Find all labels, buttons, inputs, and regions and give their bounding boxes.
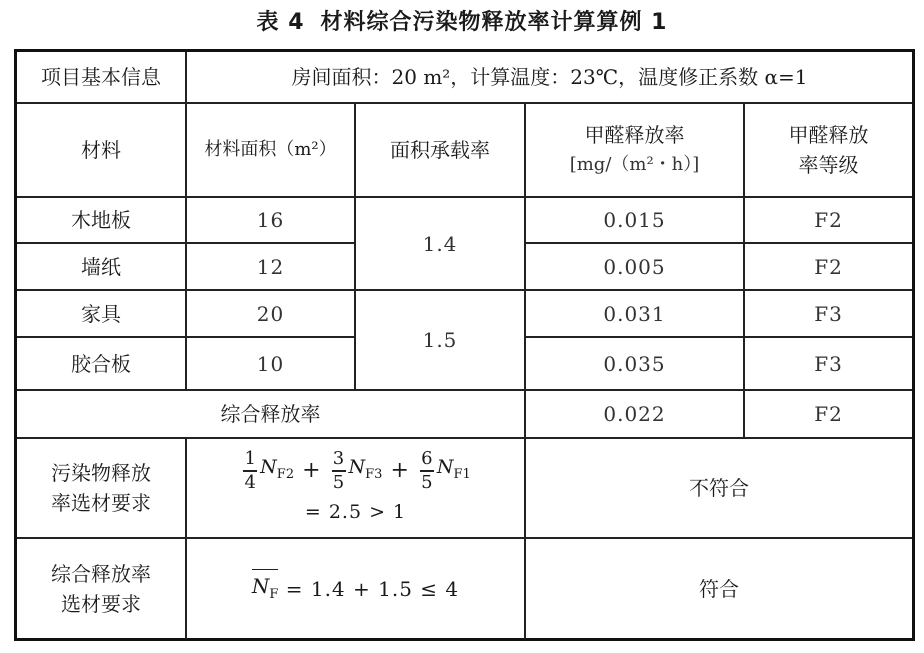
header-grade-line1: 甲醛释放 (788, 123, 869, 147)
composite-req-label-line1: 综合释放率 (51, 562, 151, 586)
info-label: 项目基本信息 (41, 65, 161, 89)
composite-grade: F2 (814, 402, 843, 426)
pollutant-req-formula: $\frac{1}{4}$ $N_{F2}$ + $\frac{3}{5}$ $N_{F3}$ + $\frac{6}{5}$ $N_{F1}$ = 2.5 > 1 (187, 439, 524, 537)
row-2-area: 12 (256, 254, 285, 279)
row-4-material: 胶合板 (71, 351, 131, 376)
composite-emission: 0.022 (603, 402, 666, 426)
composite-label: 综合释放率 (220, 402, 321, 426)
table-caption (0, 6, 924, 40)
row-3-area: 20 (256, 301, 285, 326)
header-grade-line2: 率等级 (798, 153, 859, 177)
fraction: $\frac{3}{5}$ (332, 448, 345, 493)
info-value: 房间面积：20 m²，计算温度：23℃，温度修正系数 α=1 (291, 65, 808, 89)
row-3-grade: F3 (814, 301, 843, 326)
pollutant-req-label-line2: 率选材要求 (51, 491, 151, 515)
pollutant-req-label-line1: 污染物释放 (51, 461, 151, 485)
row-4-emission: 0.035 (603, 351, 666, 376)
header-emission (526, 104, 743, 196)
row-2-emission: 0.005 (603, 254, 666, 279)
load-rate-1: 1.4 (422, 231, 458, 256)
row-3-material: 家具 (81, 301, 121, 326)
table-title: 材料综合污染物释放率计算算例 1 (320, 10, 668, 35)
row-1-grade: F2 (814, 208, 843, 232)
composite-req-label (17, 539, 185, 639)
header-emission-title: 甲醛释放率 (584, 123, 685, 147)
header-emission-unit: [mg/（m²・h）] (569, 154, 700, 175)
header-area: 材料面积（m²） (204, 139, 337, 160)
fraction: $\frac{1}{4}$ (244, 448, 256, 493)
composite-req-verdict: 符合 (699, 577, 739, 601)
row-1-material: 木地板 (71, 208, 131, 232)
header-material: 材料 (81, 138, 121, 162)
header-grade (745, 104, 912, 196)
row-3-emission: 0.031 (603, 301, 666, 326)
row-2-grade: F2 (814, 254, 843, 279)
row-4-area: 10 (256, 351, 285, 376)
emission-table (14, 49, 915, 641)
row-4-grade: F3 (814, 351, 843, 376)
table-number: 表 4 (256, 10, 305, 35)
row-2-material: 墙纸 (81, 254, 121, 279)
header-load-rate: 面积承载率 (390, 138, 490, 162)
fraction: $\frac{6}{5}$ (421, 448, 433, 493)
load-rate-2: 1.5 (422, 328, 458, 352)
row-1-emission: 0.015 (603, 208, 666, 232)
pollutant-req-verdict: 不符合 (689, 476, 749, 500)
row-1-area: 16 (256, 208, 285, 232)
composite-req-formula: $N_F$ = 1.4 + 1.5 ≤ 4 (187, 539, 524, 639)
composite-req-label-line2: 选材要求 (61, 592, 141, 616)
pollutant-req-result: = 2.5 > 1 (304, 500, 407, 523)
pollutant-req-label (17, 439, 185, 537)
